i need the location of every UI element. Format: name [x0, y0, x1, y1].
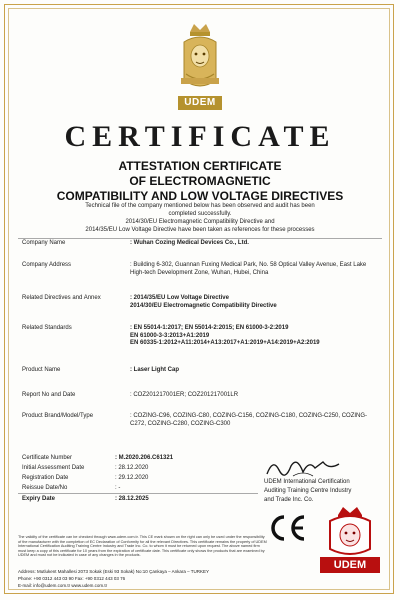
field-value-company-name: : Wuhan Cozing Medical Devices Co., Ltd. — [130, 240, 249, 246]
field-label-certificate-number: Certificate Number — [22, 455, 73, 461]
field-value-standards: : EN 55014-1:2017; EN 55014-2:2015; EN 61000-3-2:2019 EN 61000-3-3:2013+A1:2019 EN 60335-1:2012+A11:2014+A13:2017+A1:2019+A14:2019+A2:2019 — [130, 325, 320, 346]
divider — [18, 493, 258, 494]
field-value-product-brand: : COZING-C96, COZING-C80, COZING-C156, COZING-C180, COZING-C250, COZING-C272, COZING-C280, COZING-C300 — [130, 413, 368, 427]
intro-line-4: 2014/35/EU Low Voltage Directive have been taken as references for these processes — [85, 227, 315, 233]
field-label-product-brand: Product Brand/Model/Type — [22, 413, 94, 419]
field-value-reissue: : - — [115, 485, 121, 491]
logo-brand: UDEM — [178, 96, 222, 110]
field-value-product-name: : Laser Light Cap — [130, 367, 180, 373]
field-label-reissue: Reissue Date/No — [22, 485, 68, 491]
intro-line-3: 2014/30/EU Electromagnetic Compatibility Directive and — [125, 219, 275, 225]
validity-note: The validity of the certificate can be checked through www.udem.com.tr. This CE mark shown on the right can only be used under the responsibility of the manufacturer with the completion of EC Declaration of Conformity for all the relevant Directives. This certificate remains the property of UDEM International Certification Auditing Training Centre Industry and Trade Inc. Co. to whom it must be returned upon request. The above named firm must keep a copy of this certificate for 10 years from the expiration of certificate date. This certificate only shows the products that are examined by UDEM and must not be indicated in case of any changes in the products. — [18, 535, 267, 558]
issuer-line-2: Auditing Training Centre Industry — [264, 488, 352, 494]
field-label-registration: Registration Date — [22, 475, 69, 481]
badge-brand: UDEM — [320, 557, 380, 573]
intro-line-1: Technical file of the company mentioned below has been observed and audit has been — [85, 203, 315, 209]
signature-icon — [263, 450, 343, 480]
subtitle-line-2: OF ELECTROMAGNETIC — [129, 174, 271, 188]
field-value-expiry: : 28.12.2025 — [115, 496, 149, 502]
udem-badge — [320, 505, 380, 573]
field-value-registration: : 29.12.2020 — [115, 475, 149, 481]
field-label-directives: Related Directives and Annex — [22, 295, 101, 301]
email-line: E-mail: info@udem.com.tr www.udem.com.tr — [18, 583, 108, 588]
intro-text — [18, 202, 382, 234]
field-label-expiry: Expiry Date — [22, 496, 56, 502]
intro-line-2: completed successfully. — [168, 211, 232, 217]
field-label-product-name: Product Name — [22, 367, 61, 373]
divider — [18, 238, 382, 239]
lion-crest-icon — [178, 22, 222, 96]
field-label-report-no: Report No and Date — [22, 392, 76, 398]
issuer-line-3: and Trade Inc. Co. — [264, 497, 314, 503]
field-value-report-no: : COZ201217001ER; COZ201217001LR — [130, 392, 239, 398]
ce-mark-icon — [268, 513, 308, 543]
issuer-line-1: UDEM International Certification — [264, 479, 350, 485]
field-label-standards: Related Standards — [22, 325, 72, 331]
field-label-company-address: Company Address — [22, 262, 72, 268]
address-line: Address: Mutlukent Mahallesi 2073 Sokak (Eski 93 Sokak) No:10 Çankaya – Ankara – TURKEY — [18, 569, 210, 574]
field-value-initial-assessment: : 28.12.2020 — [115, 465, 149, 471]
certificate-title: CERTIFICATE — [64, 120, 336, 153]
field-value-directives: : 2014/35/EU Low Voltage Directive 2014/30/EU Electromagnetic Compatibility Directive — [130, 295, 277, 309]
subtitle-line-3: COMPATIBILITY AND LOW VOLTAGE DIRECTIVES — [56, 189, 344, 203]
phone-line: Phone: +90 0312 443 03 90 Fax: +90 0312 443 03 76 — [18, 576, 126, 581]
udem-logo — [178, 22, 222, 114]
subtitle-line-1: ATTESTATION CERTIFICATE — [118, 159, 282, 173]
lion-crest-icon — [320, 505, 380, 557]
field-value-certificate-number: : M.2020.206.C61321 — [115, 455, 174, 461]
field-label-initial-assessment: Initial Assessment Date — [22, 465, 85, 471]
field-label-company-name: Company Name — [22, 240, 66, 246]
field-value-company-address: : Building 6-302, Guannan Fuxing Medical Park, No. 58 Optical Valley Avenue, East Lake High-tech Development Zone, Wuhan, Hubei, China — [130, 262, 367, 276]
